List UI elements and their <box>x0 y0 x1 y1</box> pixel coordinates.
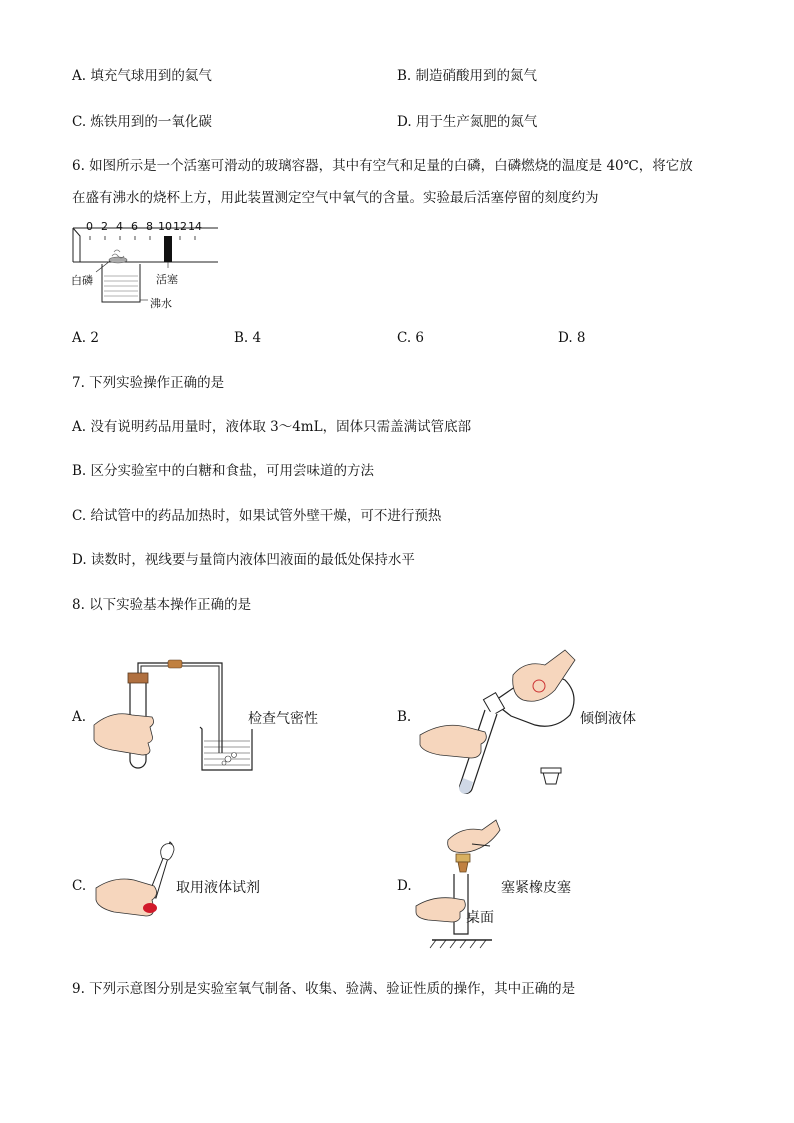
label-boiling-water: 沸水 <box>150 297 172 310</box>
scale-6: 6 <box>131 220 138 233</box>
q5-option-c: C. 炼铁用到的一氧化碳 <box>72 114 212 130</box>
q8-b-letter: B. <box>397 709 412 725</box>
airtightness-check-illustration <box>92 655 262 775</box>
q8-c-letter: C. <box>72 878 87 894</box>
q7-option-a: A. 没有说明药品用量时，液体取 3～4mL，固体只需盖满试管底部 <box>72 419 472 435</box>
q8-stem: 8. 以下实验基本操作正确的是 <box>72 597 252 613</box>
q6-option-a: A. 2 <box>72 330 99 346</box>
scale-8: 8 <box>146 220 153 233</box>
q5-option-b: B. 制造硝酸用到的氮气 <box>397 68 538 84</box>
q8-a-letter: A. <box>72 709 87 725</box>
dropper-illustration <box>92 838 182 923</box>
q8-d-letter: D. <box>397 878 412 894</box>
q7-option-d: D. 读数时，视线要与量筒内液体凹液面的最低处保持水平 <box>72 552 415 568</box>
q6-stem-line1: 6. 如图所示是一个活塞可滑动的玻璃容器，其中有空气和足量的白磷，白磷燃烧的温度是 40℃，将它放 <box>72 158 693 174</box>
q5-option-d: D. 用于生产氮肥的氮气 <box>397 114 538 130</box>
piston <box>164 236 172 262</box>
q5-option-a: A. 填充气球用到的氦气 <box>72 68 212 84</box>
q7-stem: 7. 下列实验操作正确的是 <box>72 375 225 391</box>
scale-2: 2 <box>101 220 108 233</box>
q8-b-caption: 倾倒液体 <box>580 711 636 727</box>
scale-0: 0 <box>86 220 93 233</box>
scale-14: 14 <box>188 220 202 233</box>
q6-figure <box>68 220 228 310</box>
piston-apparatus-illustration <box>68 220 228 310</box>
q6-option-b: B. 4 <box>234 330 262 346</box>
scale-4: 4 <box>116 220 123 233</box>
q9-stem: 9. 下列示意图分别是实验室氧气制备、收集、验满、验证性质的操作，其中正确的是 <box>72 981 576 997</box>
pour-liquid-illustration <box>415 640 585 795</box>
q8-d-table-label: 桌面 <box>466 910 494 926</box>
q8-d-caption: 塞紧橡皮塞 <box>501 880 571 896</box>
white-phosphorus <box>109 257 127 263</box>
beaker <box>102 264 140 302</box>
insert-stopper-illustration <box>412 818 502 953</box>
q8-c-caption: 取用液体试剂 <box>176 880 260 896</box>
scale-12: 12 <box>173 220 187 233</box>
q6-stem-line2: 在盛有沸水的烧杯上方，用此装置测定空气中氧气的含量。实验最后活塞停留的刻度约为 <box>72 190 599 206</box>
label-white-phosphorus: 白磷 <box>71 274 93 287</box>
q6-option-d: D. 8 <box>558 330 586 346</box>
q7-option-b: B. 区分实验室中的白糖和食盐，可用尝味道的方法 <box>72 463 375 479</box>
label-piston: 活塞 <box>156 273 178 286</box>
q7-option-c: C. 给试管中的药品加热时，如果试管外壁干燥，可不进行预热 <box>72 508 442 524</box>
q6-option-c: C. 6 <box>397 330 425 346</box>
scale-10: 10 <box>158 220 172 233</box>
q8-a-caption: 检查气密性 <box>248 711 318 727</box>
